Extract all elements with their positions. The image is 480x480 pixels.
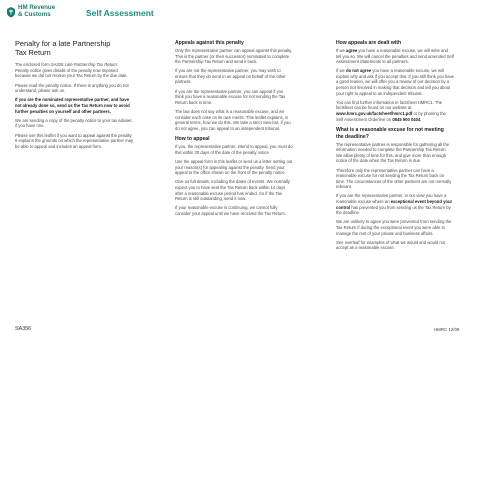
excuse-paragraph-1: The representative partner is responsible for gathering all the information needed to complete the Partnership Tax Return. We allow plenty of time for this, and give more than enough notice of the date when the Tax Return is due. (336, 141, 450, 164)
page-header (0, 0, 480, 24)
factsheet-text-a: You can find further information in factsheet HMRC1. The factsheet can be found on our website at (336, 99, 443, 111)
factsheet-url[interactable]: www.hmrc.gov.uk/factsheet/hmrc1.pdf (336, 111, 413, 117)
agree-paragraph (336, 48, 454, 65)
factsheet-text-c: or by phoning the Self Assessment Orderline on (336, 111, 446, 122)
column-dealt-with (336, 40, 454, 255)
intro-paragraph (15, 62, 133, 79)
send-return-bold: If you are the nominated representative partner, and have not already done so, send us the Tax Return now to avoid further penalties on yourself and other partners. (15, 97, 130, 114)
excuse-paragraph-3 (336, 193, 454, 215)
heading-dealt-with: How appeals are dealt with (336, 40, 402, 46)
leaflet-paragraph: Please use this leaflet if you want to appeal against the penalty. It explains the grounds on which the representative partner may be able to appeal and includes an appeal form. (15, 132, 134, 149)
orderline-phone: 0845 900 0404 (392, 116, 421, 122)
logo-line1: HM Revenue (18, 4, 56, 11)
column-intro (15, 40, 133, 153)
excuse-text-a: If you are the representative partner, in our view you have a reasonable excuse where an (336, 193, 447, 205)
disagree-text-a: If we (336, 68, 347, 74)
version-code: HMRC 12/08 (434, 327, 460, 332)
disagree-bold: do not agree (346, 68, 372, 74)
excuse-paragraph-2: Therefore only the representative partner can have a reasonable excuse for not sending the Tax Return back on time. The circumstances of the other partners are not normally relevant. (336, 167, 452, 190)
excuse-bold: exceptional event beyond your control (336, 199, 453, 210)
appeals-paragraph-4: The law does not say what is a reasonable excuse, and we consider each case on its own merits. This leaflet explains, in general terms, how we do this. We take a strict view but, if you do not agree, you can appeal to an independent tribunal. (175, 109, 291, 131)
how-paragraph-2: Use the appeal form in this leaflet or send us a letter setting out your reason(s) for appealing against the penalty. Send your appeal to the office shown on the front of the penalty notice. (175, 159, 293, 176)
intro-text-c: gives details of the penalty now imposed because we did not receive your Tax Return by the due date. (15, 67, 128, 79)
factsheet-paragraph (336, 100, 454, 122)
excuse-paragraph-4: We are unlikely to agree you were prevented from sending the Tax Return if during the exceptional event you were able to manage the rest of your private and business affairs. (336, 219, 452, 236)
page-title (15, 40, 133, 57)
appeals-paragraph-3: If you are the representative partner, you can appeal if you think you have a reasonable excuse for not sending the Tax Return back in time. (175, 88, 286, 105)
heading-appeals: Appeals against this penalty (175, 40, 244, 46)
logo-line2: & Customs (18, 10, 51, 18)
agree-text-a: If we (336, 47, 347, 53)
disagree-text-c: you have a reasonable excuse, we will explain why and ask if you accept this. If you still think you have a good reason, we will offer you a review of our decision by a person not involved in making that decision and tell you about your right to appeal to an independent tribunal. (336, 68, 455, 96)
form-name: Late Partnership Tax Return: Penalty notice (15, 62, 118, 73)
heading-reasonable-excuse-line1: What is a reasonable excuse for not meeting (336, 127, 444, 134)
factsheet-text-e: . (420, 116, 422, 122)
disagree-paragraph (336, 68, 454, 96)
agree-bold: agree (346, 47, 358, 53)
appeals-paragraph-2: If you are not the representative partner, you may wish to ensure that they do send in an appeal on behalf of the other partners. (175, 68, 286, 85)
excuse-text-c: has prevented you from sending us the Tax Return by the deadline. (336, 204, 451, 216)
heading-reasonable-excuse (336, 127, 454, 140)
heading-reasonable-excuse-line2: the deadline? (336, 133, 369, 140)
agree-text-c: you have a reasonable excuse, we will write and tell you so. We will cancel the penalties and send amended Self Assessment Statements to all partners. (336, 47, 454, 65)
how-paragraph-4: If your reasonable excuse is continuing, we cannot fully consider your appeal until we have received the Tax Return. (175, 205, 286, 217)
logo-text (18, 5, 55, 18)
how-paragraph-3: Give us full details, including the dates of events. We normally expect you to have sent the Tax Return back within 14 days after a reasonable excuse period has ended. So if the Tax Return is still outstanding, send it now. (175, 179, 290, 202)
column-appeals (175, 40, 293, 220)
page-title-line1: Penalty for a late Partnership (15, 39, 111, 48)
crest-icon (6, 6, 16, 18)
appeals-paragraph-1: Only the representative partner can appeal against this penalty. This is the partner (or their successor) nominated to complete the Partnership Tax Return and send it back. (175, 47, 293, 65)
read-notice-paragraph: Please read the penalty notice. If there is anything you do not understand, please ask us. (15, 82, 129, 94)
how-paragraph-1: If you, the representative partner, intend to appeal, you must do this within 30 days of the date of the penalty notice. (175, 144, 293, 155)
hmrc-logo (6, 5, 64, 21)
form-code: SA356 (15, 326, 32, 332)
send-return-paragraph (15, 97, 133, 114)
page-title-line2: Tax Return (15, 47, 51, 57)
intro-text-a: The enclosed form SA326 (15, 62, 65, 68)
heading-how-to-appeal: How to appeal (175, 136, 210, 143)
excuse-paragraph-5: See overleaf for examples of what we would and would not accept as a reasonable excuse. (336, 239, 446, 251)
section-title: Self Assessment (86, 8, 154, 18)
copy-notice-paragraph: We are sending a copy of the penalty notice to your tax adviser, if you have one. (15, 117, 133, 129)
